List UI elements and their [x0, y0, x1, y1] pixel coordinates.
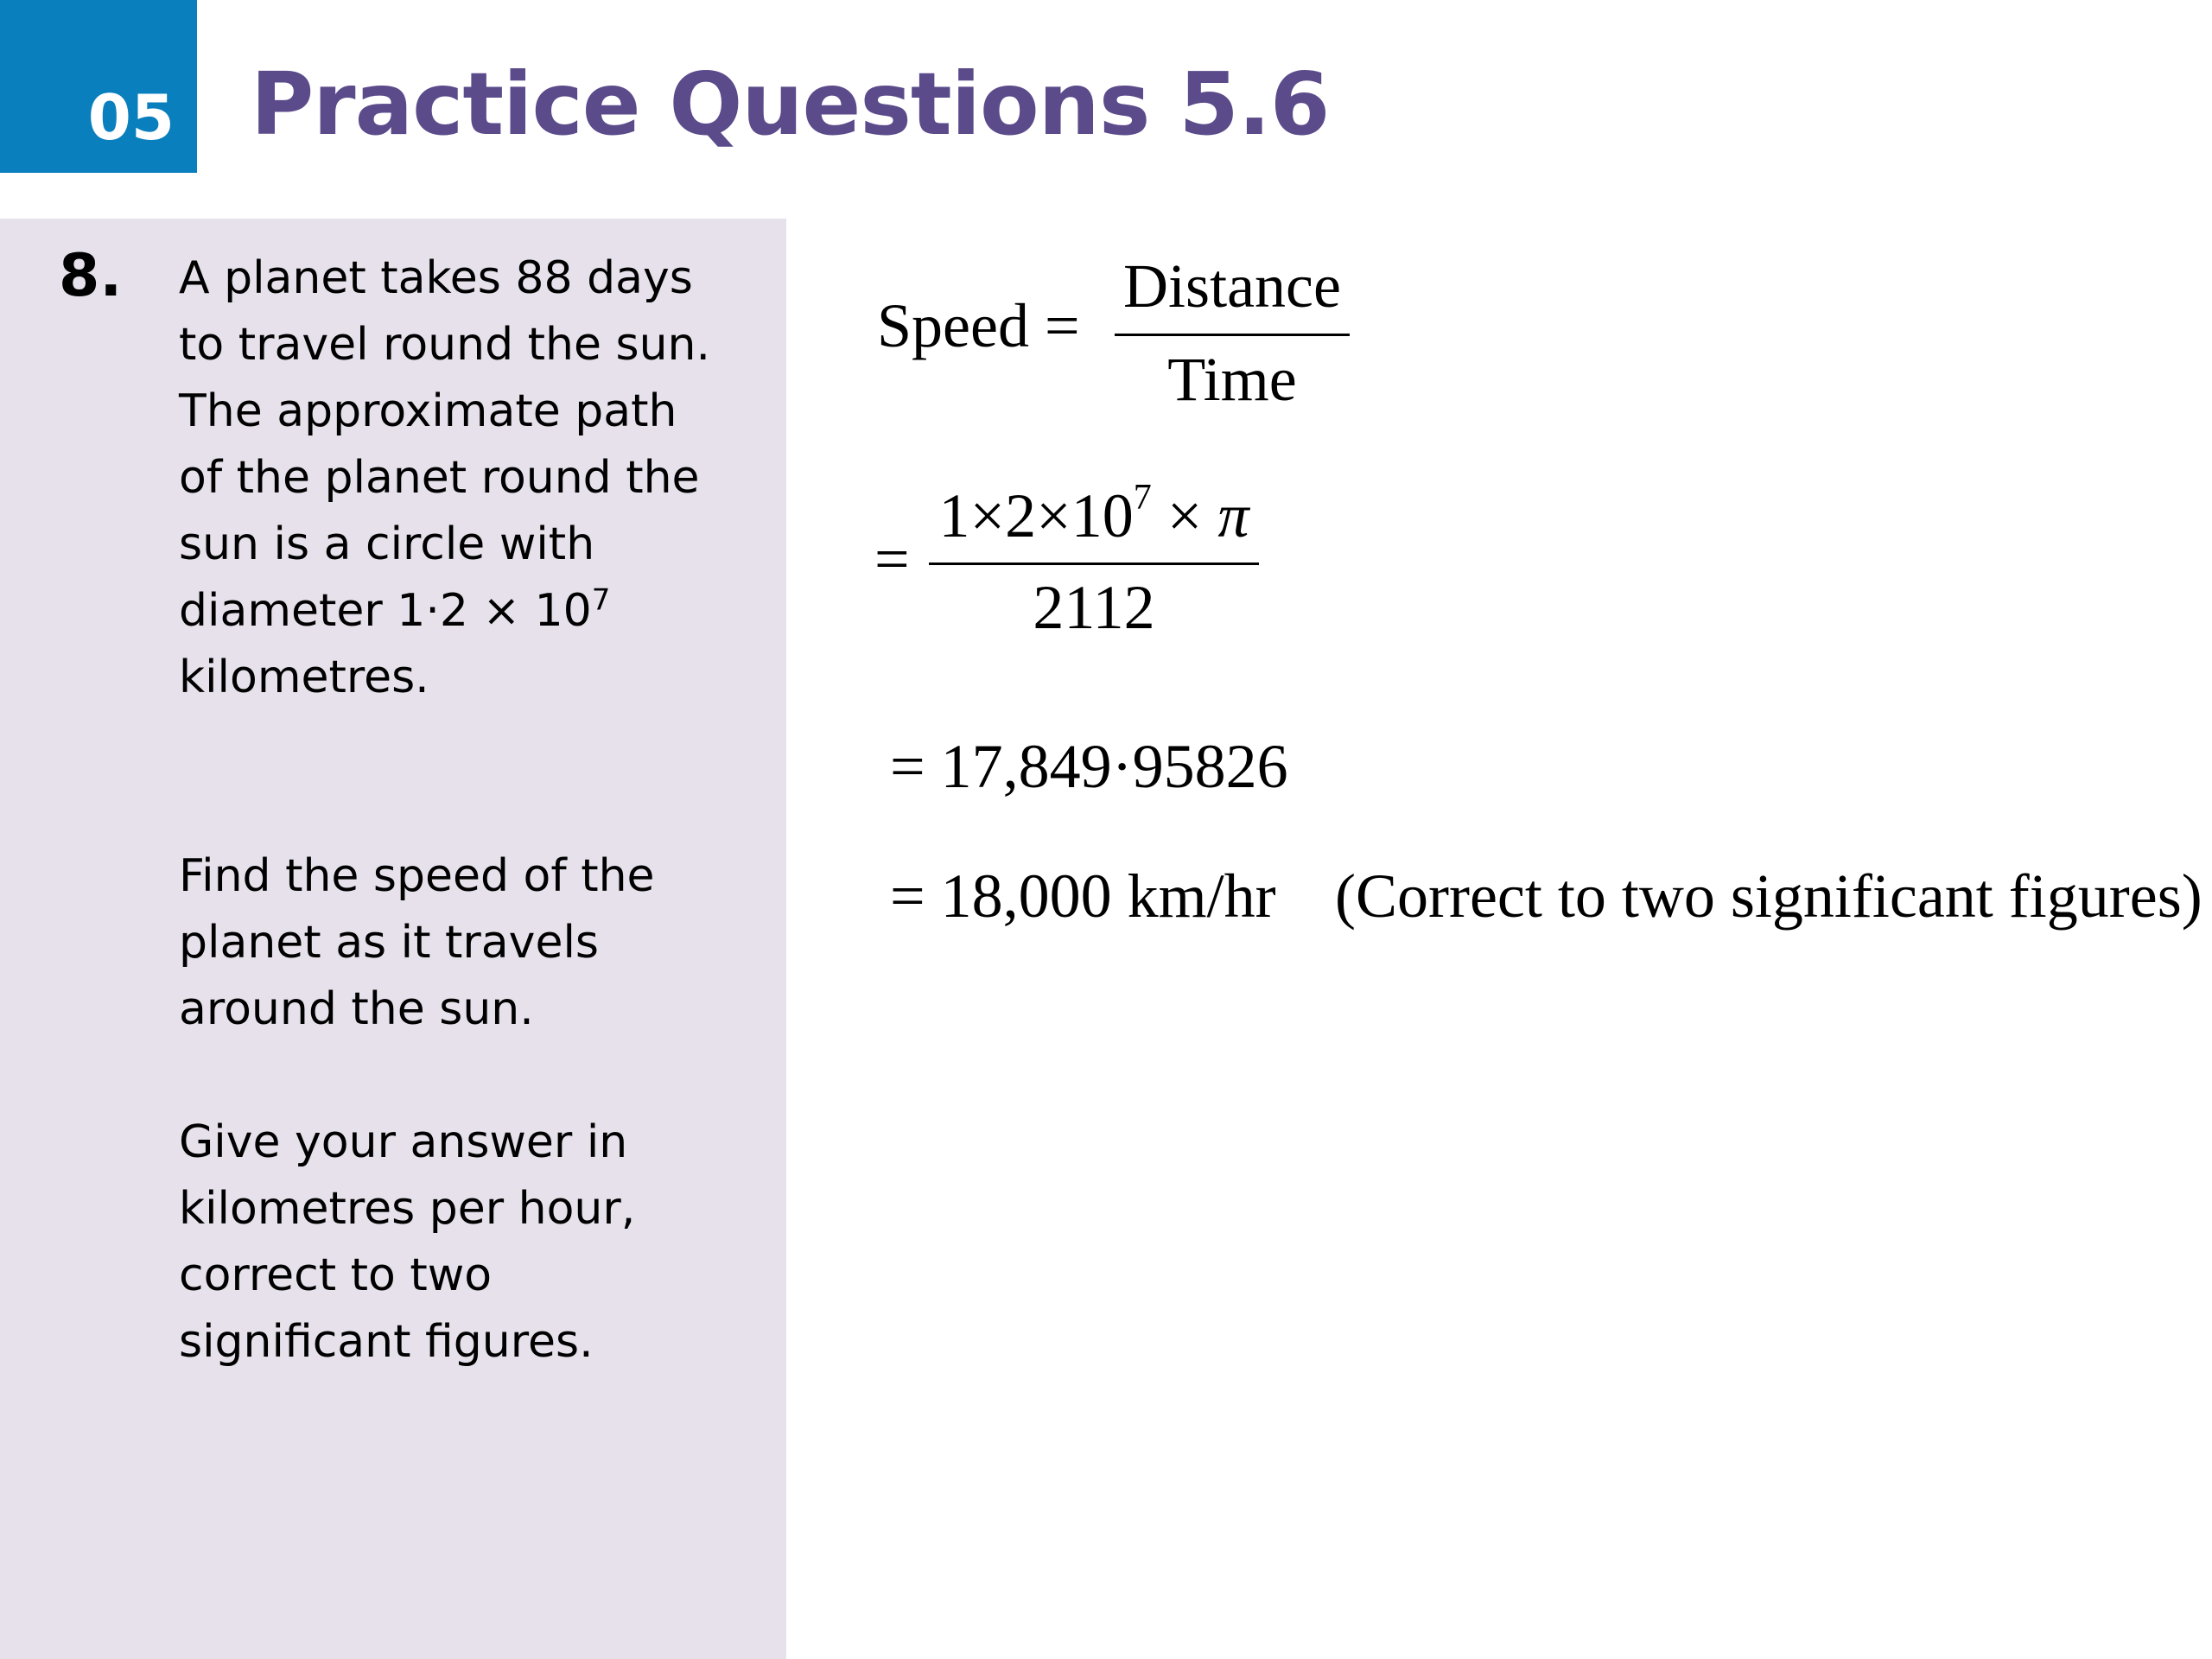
task-line: around the sun.: [179, 983, 534, 1035]
stem-line: sun is a circle with: [179, 518, 595, 570]
step3-result: = 17,849·95826: [890, 732, 1288, 801]
stem-line: The approximate path: [179, 385, 677, 437]
stem-line: kilometres.: [179, 652, 429, 703]
step2-fraction-bar: [929, 563, 1259, 565]
chapter-badge: [0, 0, 197, 173]
step2-denominator: 2112: [1033, 573, 1155, 642]
instruction-line: significant figures.: [179, 1316, 594, 1368]
pi-symbol: π: [1217, 481, 1249, 550]
instruction-line: kilometres per hour,: [179, 1183, 636, 1235]
step2-numerator: [929, 480, 1259, 552]
final-answer: = 18,000 km/hr: [890, 861, 1276, 931]
stem-line: A planet takes 88 days: [179, 252, 693, 304]
question-number: 8.: [59, 242, 123, 310]
question-instruction: [179, 1109, 766, 1376]
question-task: [179, 843, 766, 1043]
stem-line-diameter: [179, 578, 766, 645]
formula-denominator: Time: [1167, 345, 1297, 414]
rounding-note: (Correct to two significant figures): [1335, 861, 2202, 931]
step2-equals: =: [874, 524, 910, 594]
formula-numerator: Distance: [1123, 251, 1341, 321]
numerator-base: 1×2×10: [938, 481, 1134, 550]
page-title: Practice Questions 5.6: [251, 54, 1330, 155]
numerator-times: ×: [1151, 481, 1218, 550]
task-line: planet as it travels: [179, 917, 599, 969]
stem-exponent: 7: [591, 582, 611, 618]
stem-line: to travel round the sun.: [179, 319, 711, 371]
task-line: Find the speed of the: [179, 850, 655, 902]
numerator-exponent: 7: [1133, 478, 1152, 518]
question-stem: [179, 245, 766, 711]
formula-fraction-bar: [1115, 334, 1350, 336]
instruction-line: correct to two: [179, 1249, 493, 1301]
stem-line: of the planet round the: [179, 452, 700, 504]
instruction-line: Give your answer in: [179, 1116, 628, 1168]
speed-formula-lhs: Speed =: [877, 291, 1080, 360]
stem-line: diameter 1·2 × 10: [179, 585, 592, 637]
chapter-number: 05: [87, 81, 175, 154]
